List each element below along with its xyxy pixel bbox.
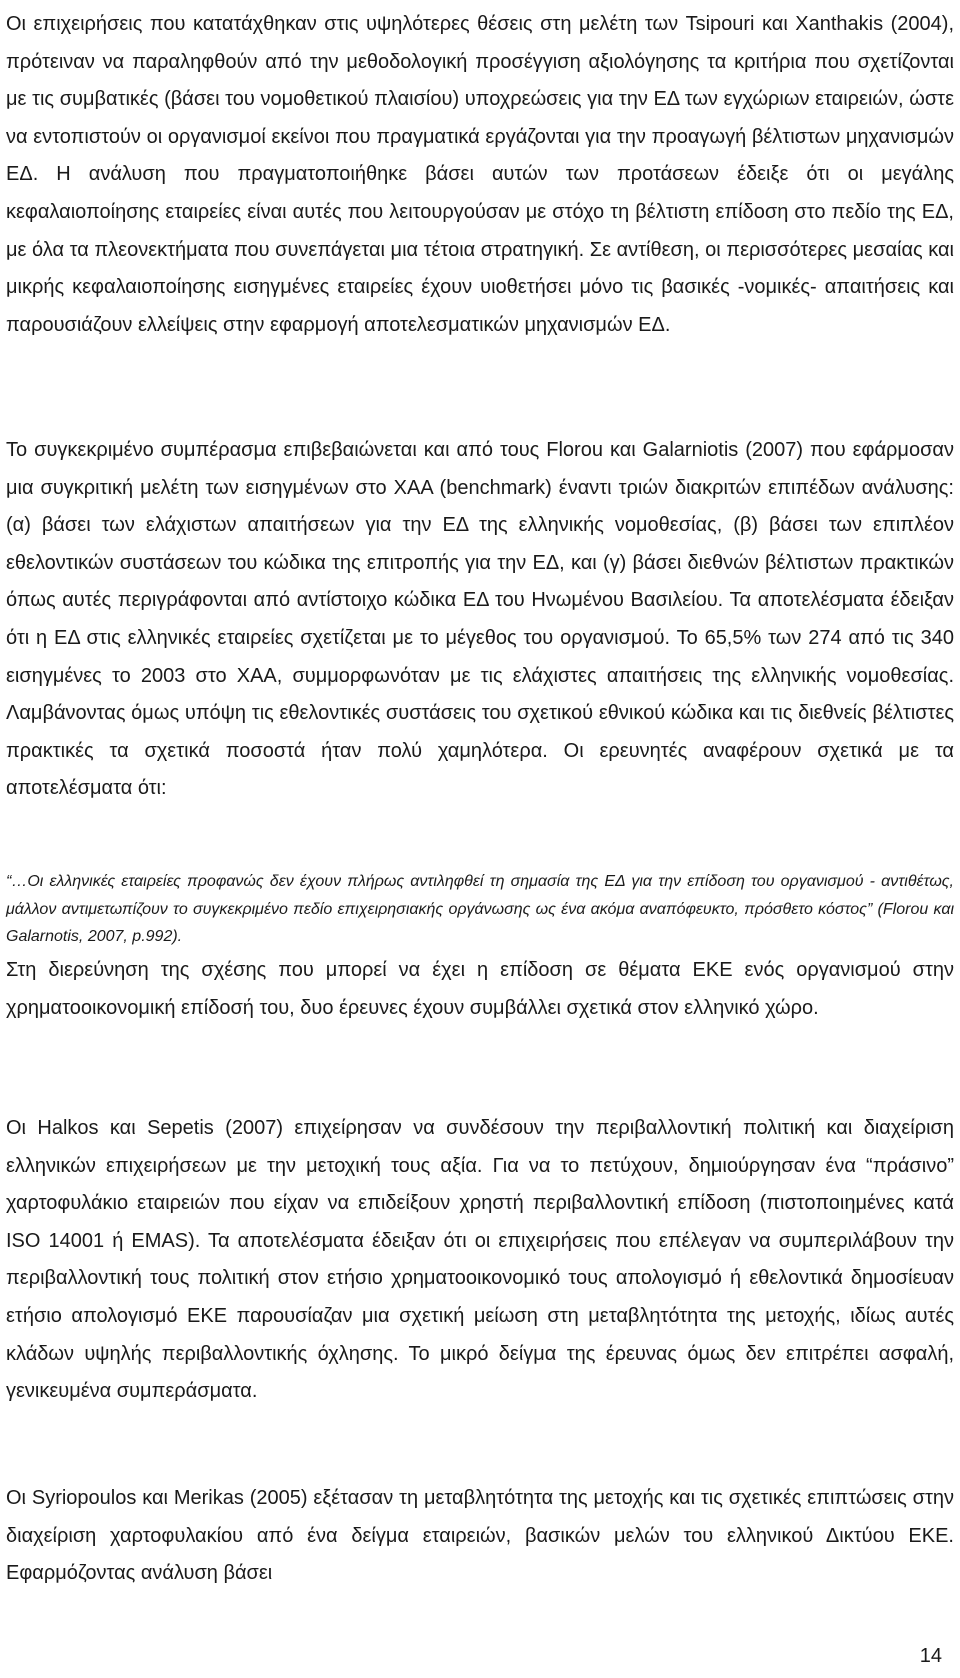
paragraph-florou-galarniotis: Το συγκεκριμένο συμπέρασμα επιβεβαιώνεται και από τους Florou και Galarniotis (2007) που εφάρμοσαν μια συγκριτική μελέτη των εισηγμένων στο ΧΑΑ (benchmark) έναντι τριών διακριτών επιπέδων ανάλυσης: (α) βάσει των ελάχιστων απαιτήσεων για την ΕΔ της ελληνικής νομοθεσίας, (β) βάσει των επιπλέον εθελοντικών συστάσεων του κώδικα της επιτροπής για την ΕΔ, και (γ) βάσει διεθνών βέλτιστων πρακτικών όπως αυτές περιγράφονται από αντίστοιχο κώδικα ΕΔ του Ηνωμένου Βασιλείου. Τα αποτελέσματα έδειξαν ότι η ΕΔ στις ελληνικές εταιρείες σχετίζεται με το μέγεθος του οργανισμού. Το 65,5% των 274 από τις 340 εισηγμένες το 2003 στο ΧΑΑ, συμμορφωνόταν με τις ελάχιστες απαιτήσεις της ελληνικής νομοθεσίας. Λαμβάνοντας όμως υπόψη τις εθελοντικές συστάσεις του σχετικού εθνικού κώδικα και τις διεθνείς βέλτιστες πρακτικές τα σχετικά ποσοστά ήταν πολύ χαμηλότερα. Οι ερευνητές αναφέρουν σχετικά με τα αποτελέσματα ότι: xyxy=(6,439,954,800)
block-quote: “…Οι ελληνικές εταιρείες προφανώς δεν έχουν πλήρως αντιληφθεί τη σημασία της ΕΔ για την επίδοση του οργανισμού - αντιθέτως, μάλλον αντιμετωπίζουν το συγκεκριμένο πεδίο επιχειρησιακής οργάνωσης ως ένα ακόμα αναπόφευκτο, πρόσθετο κόστος” (Florou και Galarnotis, 2007, p.992). xyxy=(6,873,954,945)
paragraph-tsipouri-xanthakis: Οι επιχειρήσεις που κατατάχθηκαν στις υψηλότερες θέσεις στη μελέτη των Tsipouri και Xanthakis (2004), πρότειναν να παραληφθούν από την μεθοδολογική προσέγγιση αξιολόγησης τα κριτήρια που σχετίζονται με τις συμβατικές (βάσει του νομοθετικού πλαισίου) υποχρεώσεις για την ΕΔ των εγχώριων εταιρειών, ώστε να εντοπιστούν οι οργανισμοί εκείνοι που πραγματικά εργάζονται για την προαγωγή βέλτιστων μηχανισμών ΕΔ. Η ανάλυση που πραγματοποιήθηκε βάσει αυτών των προτάσεων έδειξε ότι οι μεγάλης κεφαλαιοποίησης εταιρείες είναι αυτές που λειτουργούσαν με στόχο τη βέλτιστη επίδοση στο πεδίο της ΕΔ, με όλα τα πλεονεκτήματα που συνεπάγεται μια τέτοια στρατηγική. Σε αντίθεση, οι περισσότερες μεσαίας και μικρής κεφαλαιοποίησης εισηγμένες εταιρείες έχουν υιοθετήσει μόνο τις βασικές -νομικές- απαιτήσεις και παρουσιάζουν ελλείψεις στην εφαρμογή αποτελεσματικών μηχανισμών ΕΔ. xyxy=(6,13,954,336)
paragraph-ekE-research-intro: Στη διερεύνηση της σχέσης που μπορεί να έχει η επίδοση σε θέματα ΕΚΕ ενός οργανισμού στην χρηματοοικονομική επίδοσή του, δυο έρευνες έχουν συμβάλλει σχετικά στον ελληνικό χώρο. xyxy=(6,959,954,1019)
paragraph-syriopoulos-merikas: Οι Syriopoulos και Merikas (2005) εξέτασαν τη μεταβλητότητα της μετοχής και τις σχετικές επιπτώσεις στην διαχείριση χαρτοφυλακίου από ένα δείγμα εταιρειών, βασικών μελών του ελληνικού Δικτύου ΕΚΕ. Εφαρμόζοντας ανάλυση βάσει xyxy=(6,1487,954,1585)
page-number: 14 xyxy=(919,1645,942,1667)
paragraph-halkos-sepetis: Οι Halkos και Sepetis (2007) επιχείρησαν να συνδέσουν την περιβαλλοντική πολιτική και διαχείριση ελληνικών επιχειρήσεων με την μετοχική τους αξία. Για να το πετύχουν, δημιούργησαν ένα “πράσινο” χαρτοφυλάκιο εταιρειών που είχαν να επιδείξουν χρηστή περιβαλλοντική επίδοση (πιστοποιημένες κατά ISO 14001 ή EMAS). Τα αποτελέσματα έδειξαν ότι οι επιχειρήσεις που επέλεγαν να συμπεριλάβουν την περιβαλλοντική τους πολιτική στον ετήσιο χρηματοοικονομικό τους απολογισμό ή εθελοντικά δημοσίευαν ετήσιο απολογισμό ΕΚΕ παρουσίαζαν μια σχετική μείωση στη μεταβλητότητα της μετοχής, ιδίως αυτές κλάδων υψηλής περιβαλλοντικής όχλησης. Το μικρό δείγμα της έρευνας όμως δεν επιτρέπει ασφαλή, γενικευμένα συμπεράσματα. xyxy=(6,1117,954,1403)
